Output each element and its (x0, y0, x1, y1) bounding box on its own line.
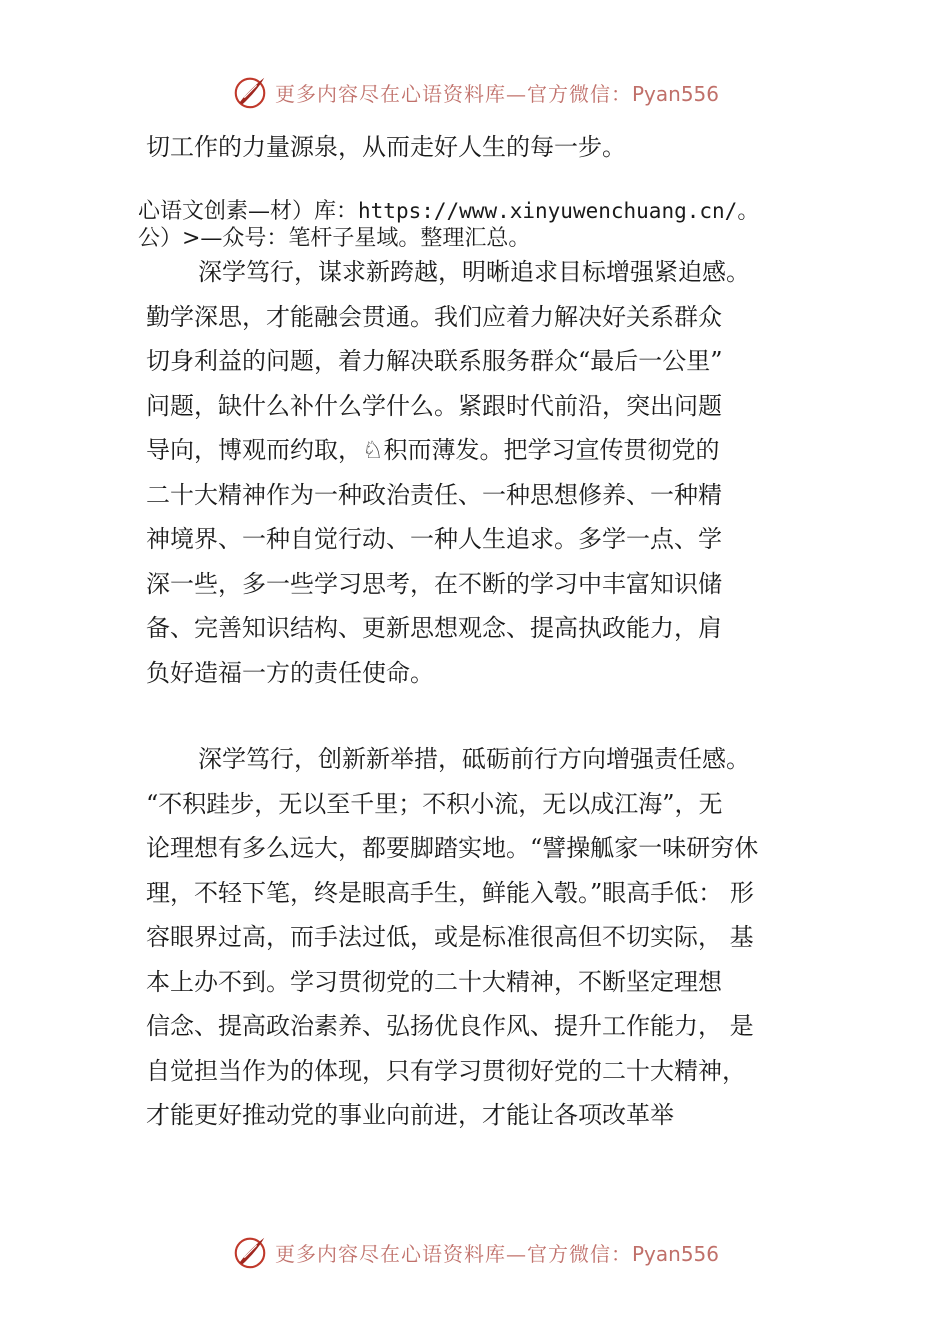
feather-pen-logo-icon (231, 1233, 269, 1271)
text-line: 二十大精神作为一种政治责任、一种思想修养、一种精 (146, 480, 722, 509)
text-line: 才能更好推动党的事业向前进，才能让各项改革举 (146, 1101, 674, 1129)
text-line: 论理想有多么远大，都要脚踏实地。“譬操觚家一味研穷休 (146, 834, 759, 862)
text-line: 信念、提高政治素养、弘扬优良作风、提升工作能力， 是 (146, 1012, 754, 1040)
text-line: 深一些，多一些学习思考，在不断的学习中丰富知识储 (146, 569, 722, 598)
wechat-id: Pyan556 (631, 1241, 719, 1266)
text-line: 自觉担当作为的体现，只有学习贯彻好党的二十大精神， (146, 1056, 746, 1085)
banner-text: 更多内容尽在心语资料库—官方微信：Pyan556 (274, 81, 719, 106)
text-line: 容眼界过高，而手法过低，或是标准很高但不切实际， 基 (146, 923, 754, 951)
text-line: 问题，缺什么补什么学什么。紧跟时代前沿，突出问题 (146, 391, 722, 420)
text-line: 神境界、一种自觉行动、一种人生追求。多学一点、学 (146, 525, 722, 553)
source-line-2: 公）>—众号：笔杆子星域。整理汇总。 (138, 226, 531, 251)
text-line: 切工作的力量源泉，从而走好人生的每一步。 (146, 133, 626, 161)
source-note (138, 197, 759, 253)
paragraph-1 (146, 250, 750, 695)
text-line: 深学笃行，谋求新跨越，明晰追求目标增强紧迫感。 (198, 258, 750, 286)
wechat-id: Pyan556 (631, 81, 719, 106)
text-line: 本上办不到。学习贯彻党的二十大精神，不断坚定理想 (146, 967, 722, 996)
text-line: 深学笃行，创新新举措，砥砺前行方向增强责任感。 (198, 745, 750, 773)
text-line: 导向，博观而约取，♘积而薄发。把学习宣传贯彻党的 (146, 436, 720, 464)
source-url: https://www.xinyuwenchuang.cn/ (358, 199, 738, 223)
feather-pen-logo-icon (231, 73, 269, 111)
paragraph-2 (146, 737, 758, 1138)
text-line: “不积跬步，无以至千里；不积小流，无以成江海”，无 (146, 789, 723, 818)
text-line: 备、完善知识结构、更新思想观念、提高执政能力，肩 (146, 614, 722, 642)
text-line: 理，不轻下笔，终是眼高手生，鲜能入彀。”眼高手低： 形 (146, 878, 754, 907)
text-line: 负好造福一方的责任使命。 (146, 658, 434, 687)
header-banner (0, 72, 950, 112)
source-line-1: 心语文创素—材）库：https://www.xinyuwenchuang.cn/。 (138, 199, 760, 224)
footer-banner (0, 1232, 950, 1272)
text-line: 勤学深思，才能融会贯通。我们应着力解决好关系群众 (146, 302, 722, 331)
banner-text: 更多内容尽在心语资料库—官方微信：Pyan556 (274, 1241, 719, 1266)
paragraph-continued (146, 125, 626, 170)
text-line: 切身利益的问题，着力解决联系服务群众“最后一公里” (146, 347, 723, 375)
